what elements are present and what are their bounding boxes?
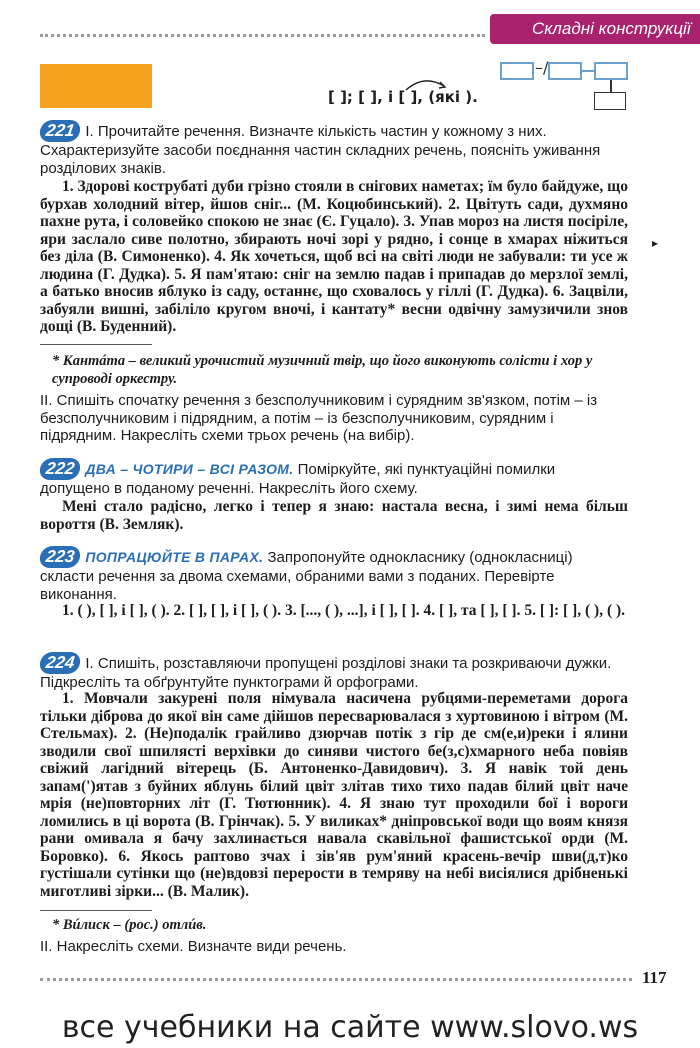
scheme-connector — [582, 70, 594, 72]
footnote-rule-2 — [40, 910, 152, 911]
schema-arrow — [402, 76, 452, 92]
scheme-box-2 — [548, 62, 582, 80]
top-dotted-rule — [40, 34, 485, 37]
margin-bullet: ▸ — [652, 236, 659, 250]
ex222-task: 222 ДВА – ЧОТИРИ – ВСІ РАЗОМ. Поміркуйте, які пунктуаційні помилки допущено в поданому реченні. Накресліть його схему. — [40, 459, 556, 497]
scheme-separator: –/ — [535, 58, 549, 77]
ex224-intro: 224 І. Спишіть, розставляючи пропущені розділові знаки та розкриваючи дужки. Підкресліть та обґрунтуйте пунктограми й орфограми. — [40, 653, 612, 691]
scheme-box-1 — [500, 62, 534, 80]
ex223-number: 223 — [38, 546, 81, 568]
page-number: 117 — [642, 968, 667, 987]
ex221-text: 1. Здорові кострубаті дуби грізно стояли в снігових наметах; їм було байдуже, що бурхав холодний вітер, йшов сніг... (М. Коцюбинський). 2. Цвітуть сади, духмяно пахне рута, і соловейко спокою не знає (Є. Гуцало). 3. Упав мороз на листя посіріле, яри заслало сиве полотно, збирають ночі зорі у рядно, і сонце в хмарах ніжиться без діла (В. Симоненко). 4. Як хочеться, щоб всі на світі люди не забували: ти усе ж людина (Г. Дудка). 5. Я пам'ятаю: сніг на землю падав і припадав до мерзлої землі, а батько вносив яблуко із саду, останнє, що сховалось у гіллі (Г. Дудка). 6. Зацвіли, забуяли вишні, забіліло кругом вночі, і кантату* весни одвічну замузичили знов дощі (В. Буденний). — [40, 178, 628, 335]
ex221-intro: 221 І. Прочитайте речення. Визначте кількість частин у кожному з них. Схарактеризуйте засоби поєднання частин складних речень, поясніть уживання розділових знаків. — [40, 121, 601, 177]
ex221-number: 221 — [38, 120, 81, 142]
bottom-dotted-rule — [40, 978, 632, 981]
ex223-task: 223 ПОПРАЦЮЙТЕ В ПАРАХ. Запропонуйте однокласнику (однокласниці) скласти речення за двома схемами, обраними вами з поданих. Перевірте виконання. — [40, 547, 573, 603]
scheme-box-4 — [594, 92, 626, 110]
scheme-box-3 — [594, 62, 628, 80]
site-banner[interactable]: все учебники на сайте www.slovo.ws — [61, 1010, 639, 1045]
section-title-tab — [490, 14, 700, 44]
orange-marker-block — [40, 64, 152, 108]
ex222-number: 222 — [38, 458, 81, 480]
ex221-part2: ІІ. Спишіть спочатку речення з безсполучниковим і сурядним зв'язком, потім – із безсполучниковим і підрядним, а потім – із безсполучниковим, сурядним і підрядним. Накресліть схеми трьох речень (на вибір). — [40, 392, 598, 444]
ex224-number: 224 — [38, 652, 81, 674]
section-title: Складні конструкції — [532, 19, 691, 38]
ex224-footnote: * Вúлиск – (рос.) отлúв. — [52, 917, 207, 933]
schema-line: [ ]; [ ], і [ ], (які ). — [328, 88, 478, 106]
ex223-schemes: 1. ( ), [ ], і [ ], ( ). 2. [ ], [ ], і [ ], ( ). 3. [..., ( ), ...], і [ ], [ ]. 4. [ ], та [ ], [ ]. 5. [ ]: [ ], ( ), ( ). — [62, 602, 626, 619]
ex224-part2: ІІ. Накресліть схеми. Визначте види речень. — [40, 938, 347, 955]
scheme-stem — [610, 80, 612, 92]
ex222-heading: ДВА – ЧОТИРИ – ВСІ РАЗОМ. — [85, 461, 294, 477]
ex224-text: 1. Мовчали закурені поля німувала насичена рубцями-переметами дорога тільки діброва до якої він саме дійшов пересварювалася з хуртовиною і вітром (М. Стельмах). 2. (Не)подалік грайливо дзюрчав потік з гір де см(е,и)реки і ялини зводили свої шпилясті верхівки до синяви чистого бе(з,с)хмарного неба повіяв свіжий лагідний вітерець (Б. Антоненко-Давидович). 3. Я навік той день запам(')ятав з буйних яблунь білий цвіт злітав тихо тихо падав білий цвіт наче мрія (не)повторних літ (Г. Тютюнник). 4. Я знаю тут проходили бої і вороги ломились в ці ворота (В. Грінчак). 5. У виликах* дніпровської води що воям князя рани омивала я бачу захлинається навала скавільної фашистської орди (М. Боровко). 6. Якось раптово зчах і зів'яв рум'яний красень-вечір шви(д,т)ко густішали сутінки що (не)вдовзі перерости в темряву на небі висіялися дрібненькі миготливі зірки... (В. Малик). — [40, 690, 628, 900]
ex221-footnote: * Кантáта – великий урочистий музичний твір, що його виконують солісти і хор у супроводі оркестру. — [52, 353, 593, 387]
footnote-rule-1 — [40, 344, 152, 345]
ex223-heading: ПОПРАЦЮЙТЕ В ПАРАХ. — [85, 549, 264, 565]
ex222-text: Мені стало радісно, легко і тепер я знаю: настала весна, і зимі нема більш вороття (В. Земляк). — [40, 498, 628, 533]
